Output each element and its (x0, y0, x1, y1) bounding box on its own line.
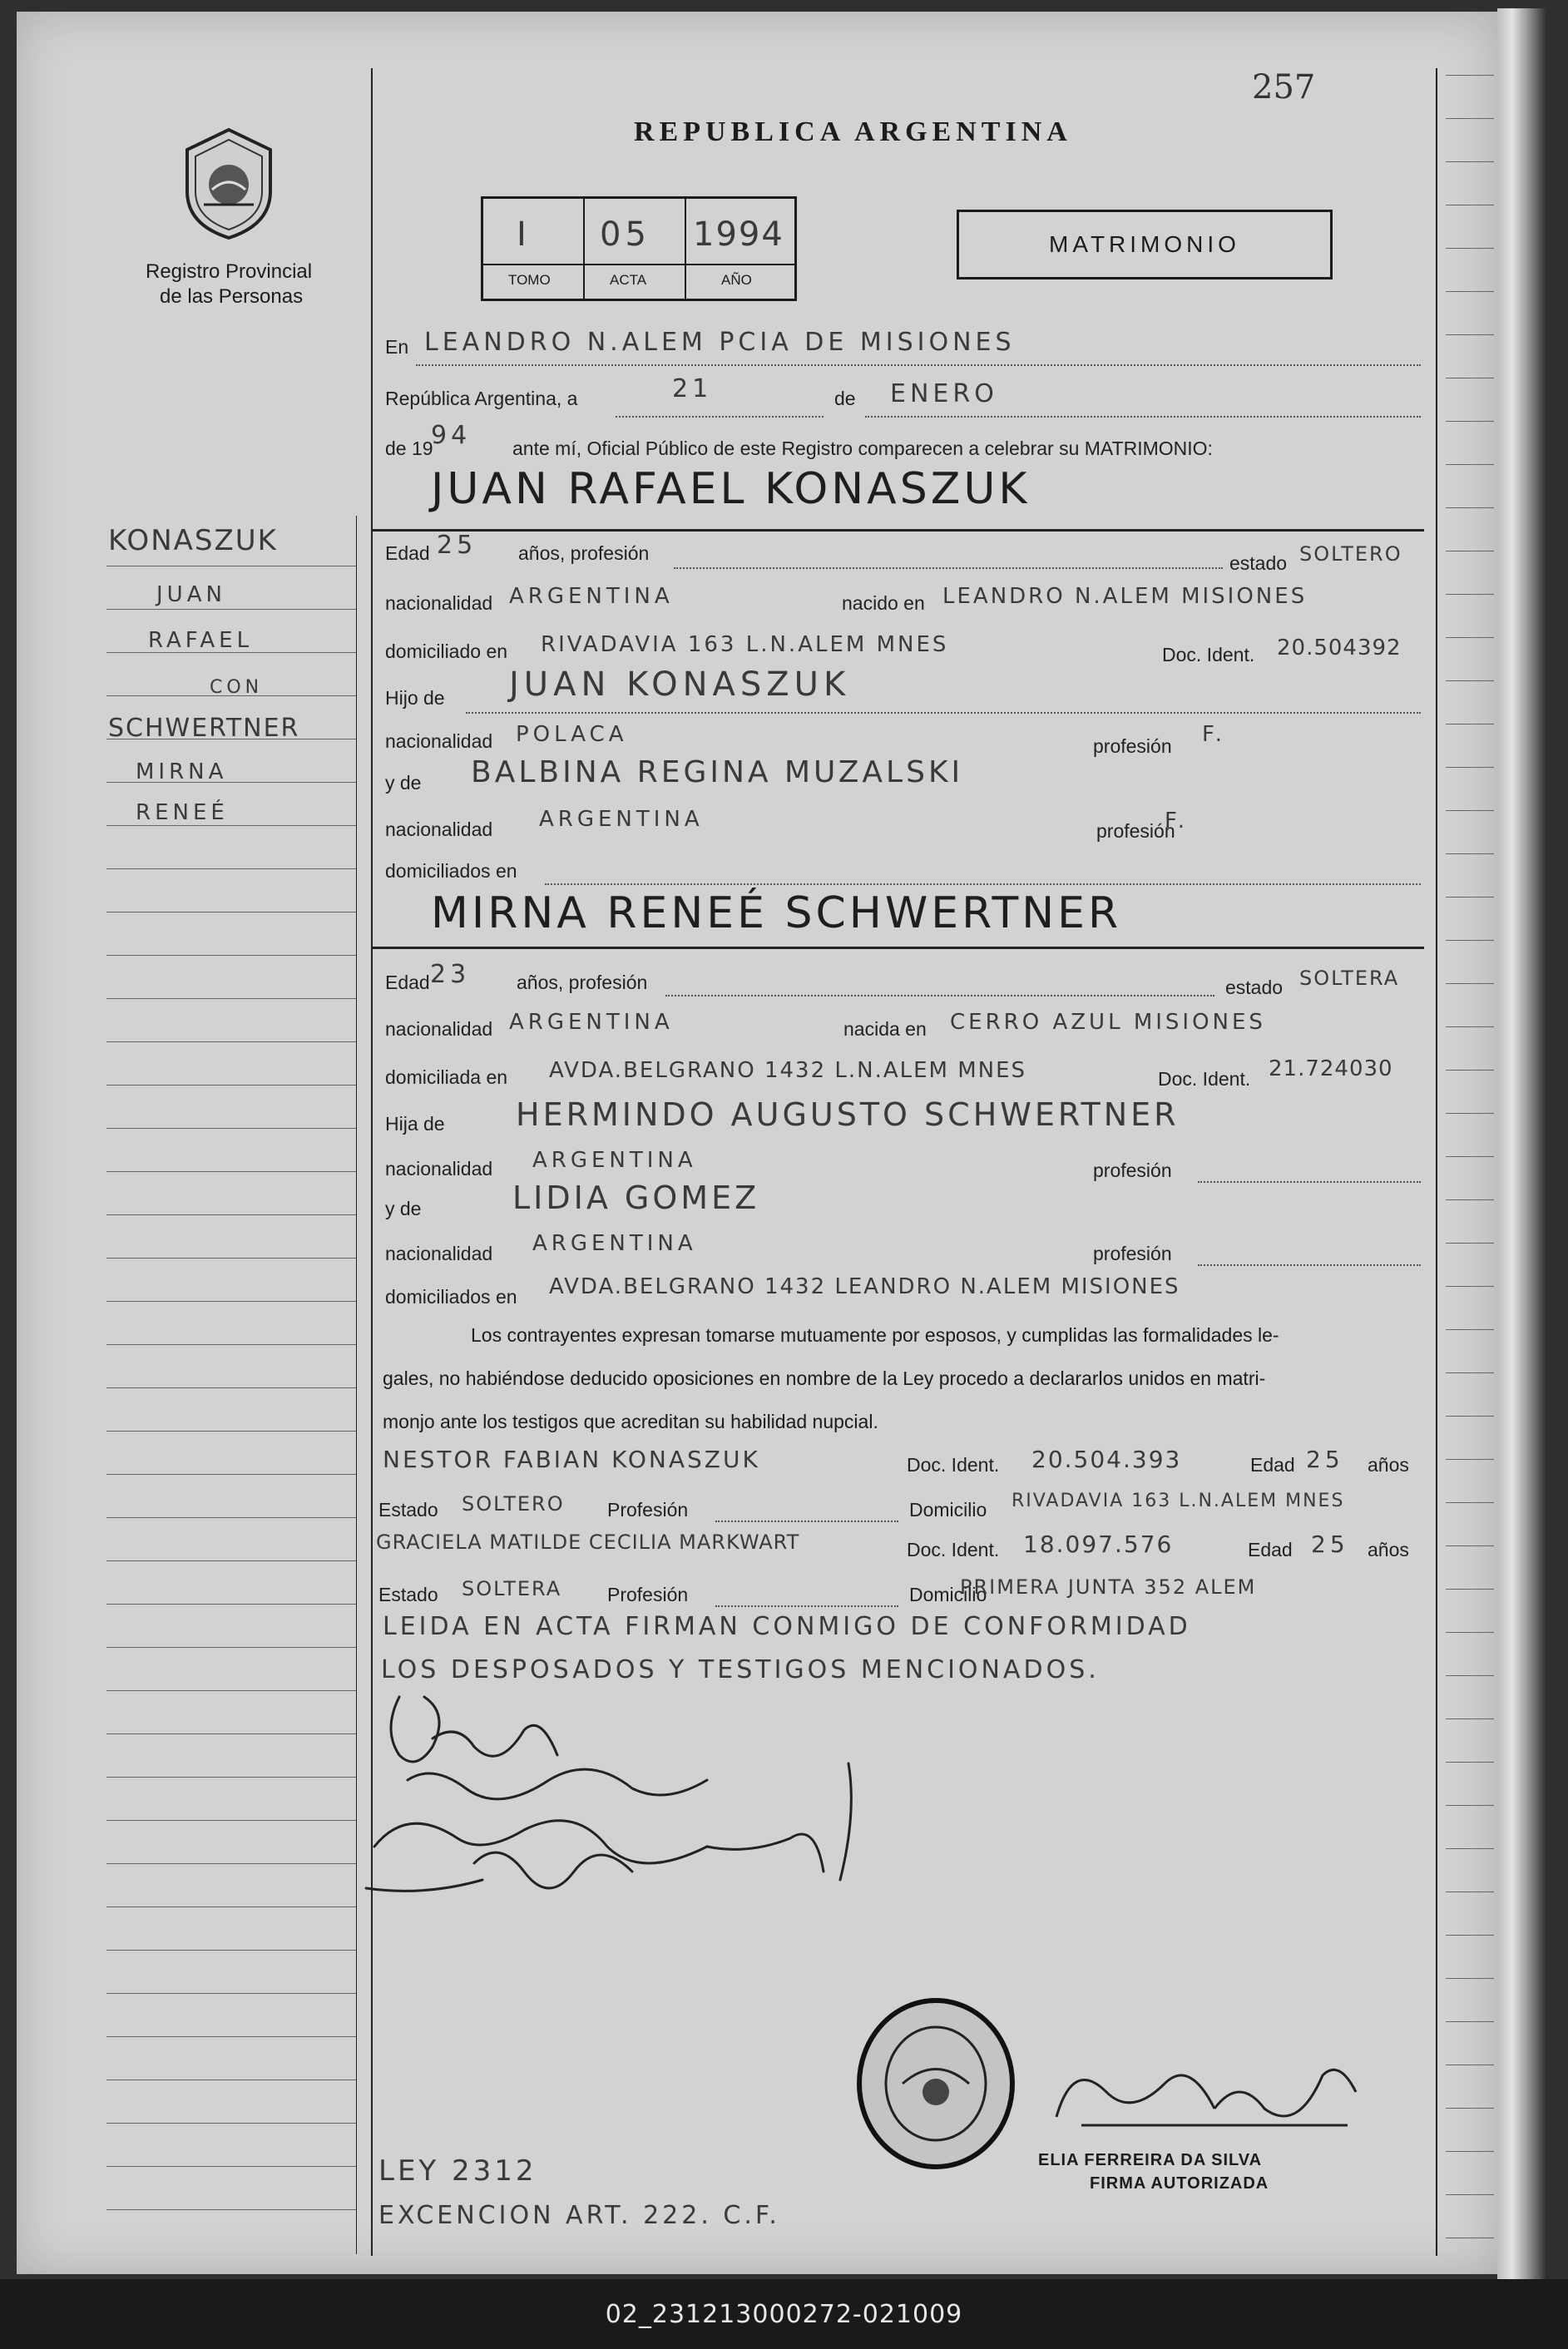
book-spine (1497, 8, 1547, 2279)
groom-dom-label: domiciliado en (385, 640, 508, 662)
right-margin-rule (1446, 767, 1494, 768)
right-margin-rule (1446, 810, 1494, 811)
witness1-anos-label: años (1368, 1454, 1409, 1476)
right-margin-rule (1446, 334, 1494, 335)
right-margin-rule (1446, 1762, 1494, 1763)
margin-rule (106, 1906, 356, 1907)
right-margin-rule (1446, 1675, 1494, 1676)
intro-statement: ante mí, Oficial Público de este Registro comparecen a celebrar su MATRIMONIO: (512, 438, 1213, 459)
bride-father-nac-label: nacionalidad (385, 1158, 493, 1179)
margin-rule (106, 1128, 356, 1129)
right-margin-rule (1446, 1329, 1494, 1330)
witness2-name: GRACIELA MATILDE CECILIA MARKWART (376, 1531, 800, 1554)
margin-rule (106, 1344, 356, 1345)
right-margin-rule (1446, 680, 1494, 681)
right-margin-rule (1446, 983, 1494, 984)
witness2-domicilio-label: Domicilio (909, 1584, 987, 1605)
groom-edad-label: Edad (385, 542, 430, 564)
margin-name-3: RAFAEL (148, 628, 254, 653)
bride-nac-label: nacionalidad (385, 1018, 493, 1040)
right-margin-rule (1446, 594, 1494, 595)
margin-rule (106, 1171, 356, 1172)
month: ENERO (890, 379, 998, 408)
groom-doc: 20.504392 (1277, 635, 1402, 660)
right-margin-rule (1446, 291, 1494, 292)
bride-dom-label: domiciliada en (385, 1066, 508, 1088)
groom-mother: BALBINA REGINA MUZALSKI (471, 755, 964, 789)
right-margin-rule (1446, 1632, 1494, 1633)
dotted-line (616, 416, 824, 418)
registry-stamp-icon (853, 1996, 1019, 2171)
bride-nacida-label: nacida en (843, 1018, 927, 1040)
dotted-line (715, 1521, 898, 1522)
groom-domiciliados-label: domiciliados en (385, 860, 517, 882)
margin-rule (106, 1258, 356, 1259)
witness2-doc: 18.097.576 (1023, 1531, 1174, 1558)
margin-rule (106, 1863, 356, 1864)
groom-father-prof: F. (1202, 722, 1227, 747)
witness1-edad-label: Edad (1250, 1454, 1295, 1476)
right-margin-rule (1446, 464, 1494, 465)
image-id: 02_231213000272-021009 (605, 2299, 963, 2329)
margin-rule (106, 2079, 356, 2080)
officer-title: FIRMA AUTORIZADA (1090, 2174, 1269, 2193)
witness2-estado: SOLTERA (462, 1577, 562, 1600)
document-type: MATRIMONIO (1049, 231, 1240, 257)
bride-name: MIRNA RENEÉ SCHWERTNER (431, 888, 1122, 938)
officer-signature-icon (1048, 2042, 1373, 2142)
section-divider (373, 947, 1424, 949)
dotted-line (545, 883, 1421, 885)
groom-mother-prof-label: profesión (1096, 820, 1175, 842)
margin-rule (106, 1604, 356, 1605)
right-margin-rule (1446, 1718, 1494, 1719)
right-margin-rule (1446, 1286, 1494, 1287)
margin-rule (106, 1387, 356, 1388)
place: LEANDRO N.ALEM PCIA DE MISIONES (424, 328, 1016, 357)
right-margin-rule (1446, 940, 1494, 941)
witness1-name: NESTOR FABIAN KONASZUK (383, 1446, 760, 1473)
margin-rule (106, 2123, 356, 2124)
witness1-doc-label: Doc. Ident. (907, 1454, 1000, 1476)
margin-rule (106, 1431, 356, 1432)
dotted-line (466, 712, 1421, 714)
margin-name-2: JUAN (156, 582, 226, 607)
margin-rule (106, 1517, 356, 1518)
ley-note: LEY 2312 (378, 2154, 537, 2188)
closing-line2: LOS DESPOSADOS Y TESTIGOS MENCIONADOS. (381, 1655, 1100, 1684)
groom-nac-label: nacionalidad (385, 592, 493, 614)
margin-rule (106, 1993, 356, 1994)
margin-rule (106, 2166, 356, 2167)
dotted-line (665, 995, 1214, 996)
bride-nationality: ARGENTINA (509, 1010, 674, 1035)
registry-name-line1: Registro Provincial (146, 260, 313, 283)
ano-value: 1994 (693, 215, 784, 254)
image-id-footer (0, 2279, 1568, 2349)
witness1-doc: 20.504.393 (1031, 1446, 1182, 1473)
bride-estado-label: estado (1225, 977, 1284, 998)
witness2-doc-label: Doc. Ident. (907, 1539, 1000, 1560)
groom-name: JUAN RAFAEL KONASZUK (431, 464, 1031, 514)
provincial-seal-icon (179, 125, 279, 241)
margin-rule (106, 1733, 356, 1734)
bride-father: HERMINDO AUGUSTO SCHWERTNER (516, 1096, 1180, 1133)
margin-rule (106, 2036, 356, 2037)
declaration-line2: gales, no habiéndose deducido oposiciones en nombre de la Ley procedo a declararlos unidos en matri- (383, 1367, 1266, 1389)
bride-edad-label: Edad (385, 972, 430, 993)
margin-inner-line (356, 516, 357, 2254)
groom-estado-label: estado (1229, 552, 1288, 574)
witness2-estado-label: Estado (378, 1584, 438, 1605)
right-margin-rule (1446, 1848, 1494, 1849)
groom-mother-prof: F. (1165, 809, 1190, 833)
margin-rule (106, 1301, 356, 1302)
groom-age: 25 (437, 531, 477, 560)
margin-rule (106, 955, 356, 956)
right-margin-rule (1446, 1372, 1494, 1373)
declaration-line1: Los contrayentes expresan tomarse mutuamente por esposos, y cumplidas las formalidades le- (471, 1324, 1279, 1346)
groom-yde-label: y de (385, 772, 422, 794)
witness2-age: 25 (1311, 1531, 1349, 1558)
year-suffix: 94 (431, 421, 472, 450)
bride-estado: SOLTERA (1299, 967, 1400, 990)
right-margin-rule (1446, 1026, 1494, 1027)
right-margin-rule (1446, 1589, 1494, 1590)
tomo-acta-ano-box (481, 196, 797, 301)
section-divider (373, 529, 1424, 532)
margin-rule (106, 1690, 356, 1691)
right-margin-rule (1446, 161, 1494, 162)
right-margin-rule (1446, 1545, 1494, 1546)
groom-mother-nac-label: nacionalidad (385, 818, 493, 840)
right-margin-rule (1446, 1935, 1494, 1936)
dotted-line (715, 1605, 898, 1607)
groom-mother-nac: ARGENTINA (539, 807, 704, 832)
dotted-line (674, 567, 1223, 569)
document-type-box (957, 210, 1333, 279)
registry-name-line2: de las Personas (160, 285, 304, 308)
witness1-age: 25 (1306, 1446, 1344, 1473)
dotted-line (1198, 1264, 1421, 1266)
bride-father-nac: ARGENTINA (532, 1148, 697, 1173)
right-margin-rule (1446, 637, 1494, 638)
dotted-line (865, 416, 1421, 418)
witness2-domicilio: PRIMERA JUNTA 352 ALEM (960, 1575, 1257, 1599)
right-margin-rule (1446, 2194, 1494, 2195)
margin-name-4: CON (210, 677, 264, 698)
margin-rule (106, 825, 356, 826)
margin-rule (106, 1950, 356, 1951)
groom-hijo-label: Hijo de (385, 687, 445, 709)
groom-address: RIVADAVIA 163 L.N.ALEM MNES (541, 632, 949, 657)
margin-name-7: RENEÉ (136, 800, 229, 825)
witness1-estado-label: Estado (378, 1499, 438, 1521)
closing-line1: LEIDA EN ACTA FIRMAN CONMIGO DE CONFORMIDAD (383, 1612, 1191, 1641)
bride-age: 23 (430, 960, 471, 989)
right-margin-rule (1446, 2108, 1494, 2109)
margin-rule (106, 1560, 356, 1561)
bride-mother-nac-label: nacionalidad (385, 1243, 493, 1264)
declaration-line3: monjo ante los testigos que acreditan su habilidad nupcial. (383, 1411, 878, 1432)
bride-address: AVDA.BELGRANO 1432 L.N.ALEM MNES (549, 1058, 1027, 1083)
right-margin-rule (1446, 1199, 1494, 1200)
acta-value: 05 (600, 215, 650, 254)
groom-birthplace: LEANDRO N.ALEM MISIONES (942, 584, 1308, 609)
bride-doc: 21.724030 (1269, 1056, 1393, 1081)
bride-yde-label: y de (385, 1198, 422, 1219)
year-prefix: de 19 (385, 438, 433, 459)
right-margin-rule (1446, 1243, 1494, 1244)
right-margin-rule (1446, 421, 1494, 422)
witness1-estado: SOLTERO (462, 1492, 565, 1516)
officer-name: ELIA FERREIRA DA SILVA (1038, 2151, 1263, 2169)
margin-rule (106, 1647, 356, 1648)
groom-nationality: ARGENTINA (509, 584, 674, 609)
margin-name-6: MIRNA (136, 759, 228, 784)
margin-name-5: SCHWERTNER (108, 714, 300, 743)
right-margin-rule (1446, 1416, 1494, 1417)
margin-rule (106, 868, 356, 869)
right-margin-rule (1446, 75, 1494, 76)
right-margin-rule (1446, 1805, 1494, 1806)
bride-doc-label: Doc. Ident. (1158, 1068, 1251, 1090)
groom-estado: SOLTERO (1299, 542, 1402, 566)
groom-nacido-label: nacido en (842, 592, 925, 614)
margin-rule (106, 1041, 356, 1042)
witness2-edad-label: Edad (1248, 1539, 1293, 1560)
right-margin-rule (1446, 248, 1494, 249)
day: 21 (672, 374, 713, 403)
excencion-note: EXCENCION ART. 222. C.F. (378, 2201, 780, 2230)
margin-rule (106, 1820, 356, 1821)
bride-mother-prof-label: profesión (1093, 1243, 1172, 1264)
witness2-anos-label: años (1368, 1539, 1409, 1560)
tomo-value: I (517, 215, 531, 254)
groom-father-nac-label: nacionalidad (385, 730, 493, 752)
right-margin-rule (1446, 1113, 1494, 1114)
witness1-domicilio-label: Domicilio (909, 1499, 987, 1521)
right-margin-rule (1446, 507, 1494, 508)
right-margin-rule (1446, 897, 1494, 898)
bride-birthplace: CERRO AZUL MISIONES (950, 1010, 1266, 1035)
margin-rule (106, 1214, 356, 1215)
tomo-label: TOMO (508, 272, 551, 288)
margin-rule (106, 998, 356, 999)
groom-father-prof-label: profesión (1093, 735, 1172, 757)
acta-label: ACTA (610, 272, 647, 288)
margin-rule (106, 2209, 356, 2210)
de-label: de (834, 388, 856, 409)
bride-mother: LIDIA GOMEZ (512, 1179, 760, 1216)
right-margin-rule (1446, 2021, 1494, 2022)
right-margin-rule (1446, 118, 1494, 119)
groom-doc-label: Doc. Ident. (1162, 644, 1255, 665)
right-margin-rule (1446, 2151, 1494, 2152)
dotted-line (416, 364, 1421, 366)
bride-domiciliados-label: domiciliados en (385, 1286, 517, 1308)
margin-rule (106, 1474, 356, 1475)
bride-father-prof-label: profesión (1093, 1160, 1172, 1181)
groom-father: JUAN KONASZUK (509, 665, 851, 704)
right-margin-rule (1446, 1156, 1494, 1157)
parents-address: AVDA.BELGRANO 1432 LEANDRO N.ALEM MISIONES (549, 1274, 1180, 1299)
right-margin-rule (1446, 1459, 1494, 1460)
right-margin-rule (1446, 1502, 1494, 1503)
margin-name-1: KONASZUK (108, 524, 278, 557)
groom-father-nac: POLACA (516, 722, 628, 747)
bride-profesion-label: años, profesión (517, 972, 648, 993)
country-title: REPUBLICA ARGENTINA (634, 116, 1072, 147)
right-margin-rule (1446, 1070, 1494, 1071)
witness1-domicilio: RIVADAVIA 163 L.N.ALEM MNES (1012, 1491, 1345, 1511)
margin-rule (106, 1777, 356, 1778)
bride-hija-label: Hija de (385, 1113, 445, 1135)
right-margin-line (1436, 68, 1437, 2256)
witness1-profesion-label: Profesión (607, 1499, 689, 1521)
witness2-profesion-label: Profesión (607, 1584, 689, 1605)
en-label: En (385, 336, 409, 358)
bride-mother-nac: ARGENTINA (532, 1231, 697, 1256)
right-margin-rule (1446, 1978, 1494, 1979)
page-number: 257 (1252, 68, 1316, 106)
republica-label: República Argentina, a (385, 388, 578, 409)
margin-rule (106, 609, 356, 610)
ano-label: AÑO (721, 272, 752, 288)
dotted-line (1198, 1181, 1421, 1183)
groom-profesion-label: años, profesión (518, 542, 650, 564)
right-margin-rule (1446, 853, 1494, 854)
signatures-icon (358, 1680, 898, 1930)
